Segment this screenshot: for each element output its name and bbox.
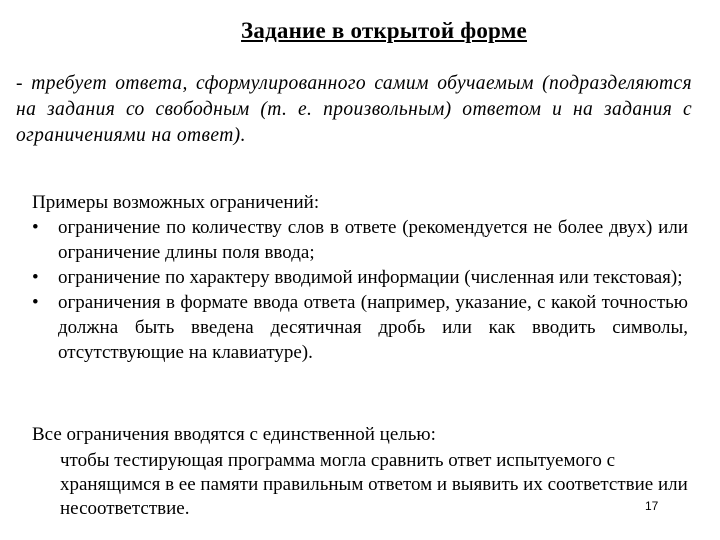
closing-body: чтобы тестирующая программа могла сравнить ответ испытуемого с хранящимся в ее памяти правильным ответом и выявить их соответствие или несоответствие.	[60, 450, 688, 519]
bullet-icon: •	[32, 217, 39, 238]
slide-title: Задание в открытой форме	[241, 18, 527, 43]
page-number: 17	[645, 499, 659, 513]
closing-lead: Все ограничения вводятся с единственной целью:	[32, 424, 436, 445]
list-item	[32, 215, 688, 265]
closing-block	[32, 423, 692, 521]
list-item	[32, 290, 688, 365]
examples-intro: Примеры возможных ограничений:	[32, 192, 320, 213]
definition-text: - требует ответа, сформулированного самим обучаемым (подразделяются на задания со свободным (т. е. произвольным) ответом и на задания с ограничениями на ответ).	[16, 73, 692, 146]
list-item-text: ограничения в формате ввода ответа (например, указание, с какой точностью должна быть введена десятичная дробь или как вводить символы, отсутствующие на клавиатуре).	[58, 292, 688, 363]
bullet-icon: •	[32, 292, 39, 313]
list-item	[32, 265, 688, 290]
examples-block	[32, 190, 688, 365]
bullet-icon: •	[32, 267, 39, 288]
list-item-text: ограничение по характеру вводимой информации (численная или текстовая);	[58, 267, 683, 288]
list-item-text: ограничение по количеству слов в ответе (рекомендуется не более двух) или ограничение длины поля ввода;	[58, 217, 688, 263]
restrictions-list	[32, 215, 688, 365]
